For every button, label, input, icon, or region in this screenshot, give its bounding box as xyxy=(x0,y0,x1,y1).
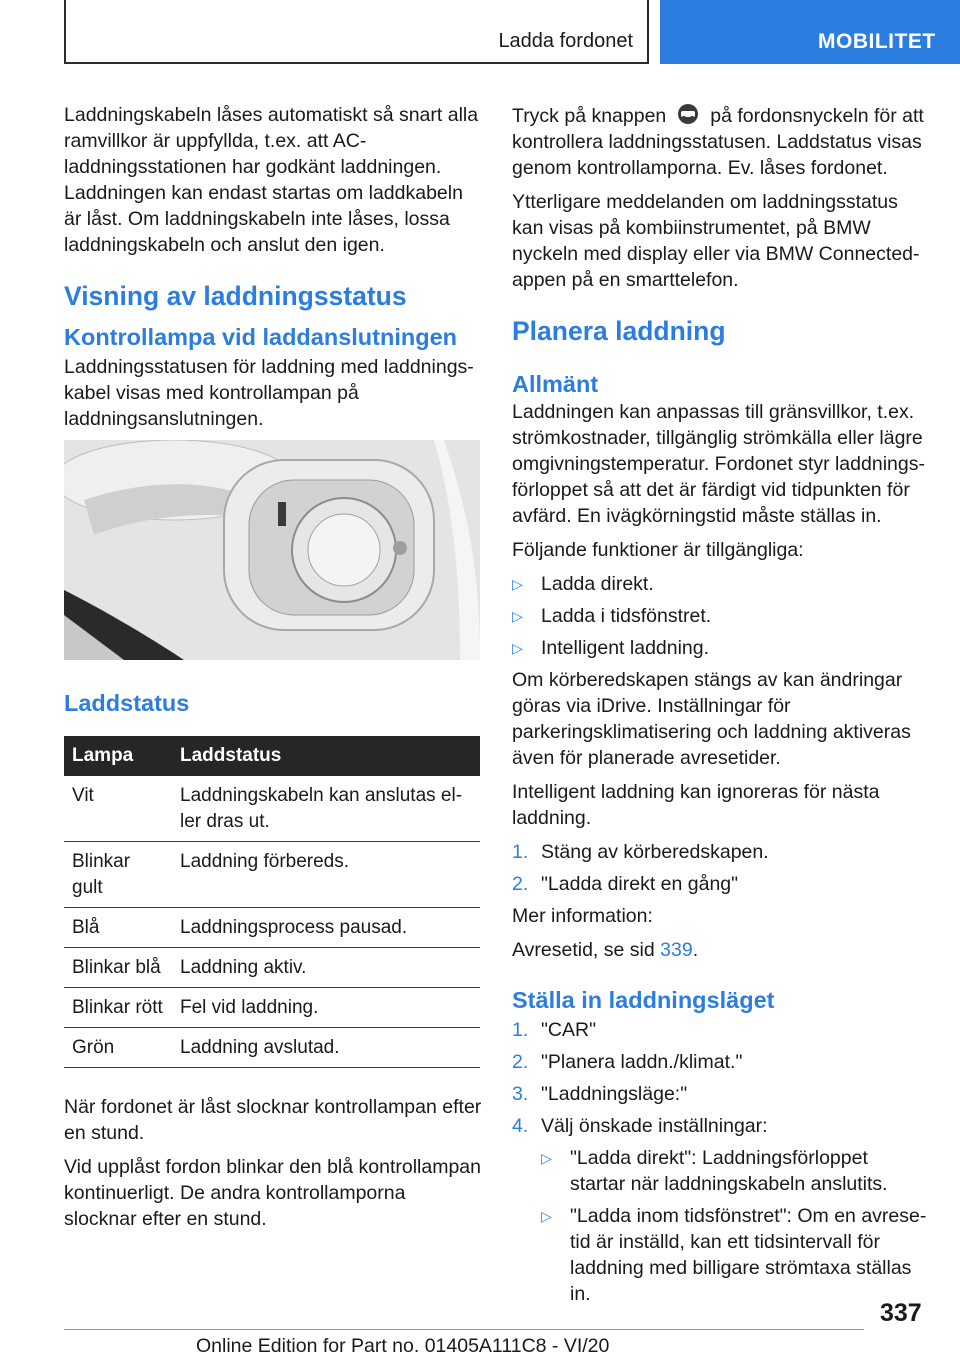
list-item xyxy=(512,571,928,597)
table-cell: Laddningsprocess pausad. xyxy=(172,908,480,948)
more-info-label: Mer information: xyxy=(512,905,653,927)
list-item xyxy=(541,1203,928,1307)
heading-plan-charging: Planera laddning xyxy=(512,316,726,346)
unlocked-paragraph: Vid upplåst fordon blinkar den blå kontrollampan kontinuerligt. De andra kontrollamporna slocknar efter en stund. xyxy=(64,1156,481,1230)
list-item xyxy=(512,1017,928,1043)
step-text: Stäng av körberedskapen. xyxy=(541,841,769,863)
edition-text: Online Edition for Part no. 01405A111C8 - VI/20 xyxy=(196,1335,610,1357)
column-header: Lampa xyxy=(64,736,172,776)
heading-charging-mode: Ställa in laddningsläget xyxy=(512,987,775,1013)
general-paragraph: Laddningen kan anpassas till gränsvillkor, t.ex. strömkostnader, tillgänglig strömkälla eller lägre omgivningstemperatur. Fordonet styr laddningsförloppet så att det är färdigt vid tidpunkten för avfärd. En ivägkörningstid måste ställas in. xyxy=(512,401,925,527)
table-cell: Laddningskabeln kan anslutas eller dras ut. xyxy=(172,776,480,842)
table-row xyxy=(64,776,480,842)
step-number: 1. xyxy=(512,1019,529,1041)
heading-laddstatus: Laddstatus xyxy=(64,690,190,716)
ignore-paragraph: Intelligent laddning kan ignoreras för nästa laddning. xyxy=(512,781,880,829)
table-cell: Laddning avslutad. xyxy=(172,1028,480,1068)
step-number: 2. xyxy=(512,1051,529,1073)
heading-general: Allmänt xyxy=(512,371,599,397)
list-item-text: "Ladda inom tidsfönstret": Om en avresetid är inställd, kan ett tidsintervall för laddning med billigare strömtaxa ställas in. xyxy=(570,1205,927,1305)
table-row xyxy=(64,842,480,908)
right-column xyxy=(512,102,928,1313)
charging-status-table xyxy=(64,736,480,1068)
table-cell: Blå xyxy=(64,908,172,948)
left-column xyxy=(64,102,482,1240)
functions-intro: Följande funktioner är tillgängliga: xyxy=(512,539,804,561)
chapter-title: MOBILITET xyxy=(818,30,936,53)
list-item xyxy=(512,635,928,661)
column-header: Laddstatus xyxy=(172,736,480,776)
key-button-paragraph xyxy=(512,102,928,181)
step-text: "CAR" xyxy=(541,1019,597,1041)
list-item-text: Ladda i tidsfönstret. xyxy=(541,605,712,627)
table-cell: Blinkar blå xyxy=(64,948,172,988)
page-number: 337 xyxy=(880,1299,922,1327)
triangle-bullet-icon: ▷ xyxy=(512,640,523,656)
step-text: "Laddningsläge:" xyxy=(541,1083,688,1105)
intro-paragraph: Laddningskabeln låses automatiskt så snart alla ramvillkor är uppfyllda, t.ex. att AC-laddningsstationen har godkänt laddningen. Laddningen kan endast startas om laddkabeln är låst. Om laddningskabeln inte låses, lossa laddningskabeln och anslut den igen. xyxy=(64,104,479,256)
table-cell: Laddning förbereds. xyxy=(172,842,480,908)
chapter-tab[interactable] xyxy=(660,0,960,64)
idrive-paragraph: Om körberedskapen stängs av kan ändringar göras via iDrive. Inställningar för parkeringsklimatisering och laddning aktiveras även för planerade avresetider. xyxy=(512,669,911,769)
step-number: 4. xyxy=(512,1115,529,1137)
list-item xyxy=(512,839,928,865)
list-item-text: Intelligent laddning. xyxy=(541,637,710,659)
settings-sublist xyxy=(541,1145,928,1307)
key-text-after: på fordonsnyckeln för att kontrollera laddningsstatusen. Laddstatus visas genom kontrollamporna. Ev. låses fordonet. xyxy=(512,105,924,179)
steps-list xyxy=(512,839,928,897)
list-item xyxy=(512,603,928,629)
table-row xyxy=(64,908,480,948)
mode-steps-list xyxy=(512,1017,928,1307)
departure-text: Avresetid, se sid xyxy=(512,939,655,961)
list-item xyxy=(541,1145,928,1197)
step-text: "Ladda direkt en gång" xyxy=(541,873,739,895)
triangle-bullet-icon: ▷ xyxy=(541,1208,552,1224)
heading-charging-status: Visning av laddningsstatus xyxy=(64,281,407,311)
triangle-bullet-icon: ▷ xyxy=(512,576,523,592)
list-item xyxy=(512,1049,928,1075)
locked-paragraph: När fordonet är låst slocknar kontrollampan efter en stund. xyxy=(64,1096,482,1144)
charging-port-photo xyxy=(64,440,480,660)
heading-control-lamp: Kontrollampa vid laddanslutningen xyxy=(64,324,457,350)
key-button-icon xyxy=(676,102,700,126)
departure-end: . xyxy=(692,939,699,961)
table-cell: Blinkar gult xyxy=(64,842,172,908)
step-text: "Planera laddn./klimat." xyxy=(541,1051,743,1073)
departure-reference xyxy=(512,937,928,963)
page-link[interactable]: 339 xyxy=(660,939,693,961)
table-header-row xyxy=(64,736,480,776)
triangle-bullet-icon: ▷ xyxy=(541,1150,552,1166)
table-cell: Laddning aktiv. xyxy=(172,948,480,988)
functions-list xyxy=(512,571,928,661)
section-title: Ladda fordonet xyxy=(498,30,633,52)
list-item-text: Ladda direkt. xyxy=(541,573,654,595)
table-cell: Vit xyxy=(64,776,172,842)
table-row xyxy=(64,948,480,988)
list-item xyxy=(512,1081,928,1107)
messages-paragraph: Ytterligare meddelanden om laddningsstatus kan visas på kombiinstrumentet, på BMW nyckeln med display eller via BMW Connected-appen på en smarttelefon. xyxy=(512,191,920,291)
lamp-paragraph: Laddningsstatusen för laddning med laddningskabel visas med kontrollampan på laddningsanslutningen. xyxy=(64,356,474,430)
step-number: 2. xyxy=(512,873,529,895)
footer-divider xyxy=(64,1329,864,1330)
step-text: Välj önskade inställningar: xyxy=(541,1115,768,1137)
header-section-box xyxy=(64,0,649,64)
table-cell: Blinkar rött xyxy=(64,988,172,1028)
step-number: 1. xyxy=(512,841,529,863)
list-item xyxy=(512,871,928,897)
key-text-before: Tryck på knappen xyxy=(512,105,667,127)
table-cell: Fel vid laddning. xyxy=(172,988,480,1028)
triangle-bullet-icon: ▷ xyxy=(512,608,523,624)
table-row xyxy=(64,988,480,1028)
list-item xyxy=(512,1113,928,1307)
step-number: 3. xyxy=(512,1083,529,1105)
table-cell: Grön xyxy=(64,1028,172,1068)
table-row xyxy=(64,1028,480,1068)
list-item-text: "Ladda direkt": Laddningsförloppet startar när laddningskabeln anslutits. xyxy=(570,1147,888,1195)
